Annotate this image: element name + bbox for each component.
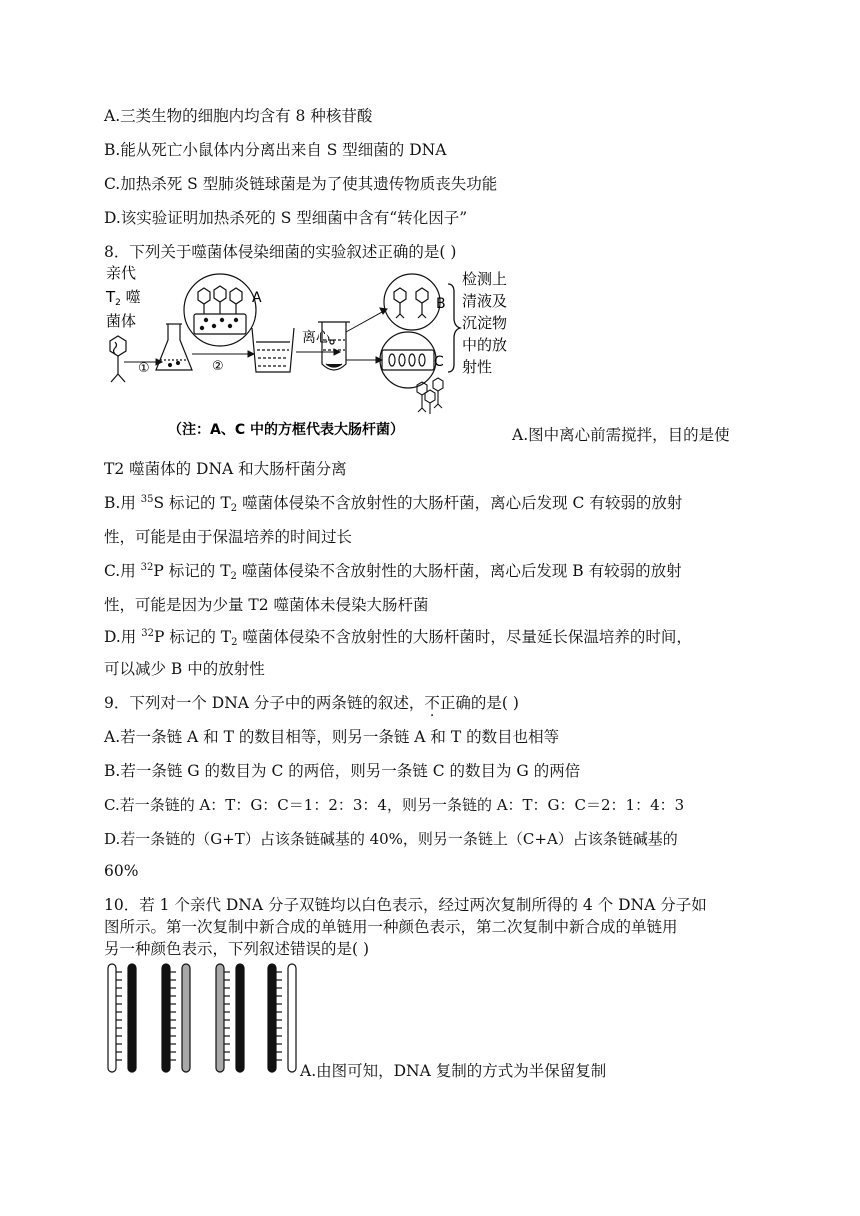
dna-molecule-3	[216, 964, 244, 1072]
q7-option-b: B.能从死亡小鼠体内分离出来自 S 型细菌的 DNA	[104, 141, 447, 159]
label-parent-3: 菌体	[106, 312, 137, 330]
arrow-to-b-icon	[346, 308, 387, 332]
detect-line-1: 检测上	[462, 270, 508, 288]
arrow-2-icon	[192, 351, 254, 357]
q8-option-c-line-2: 性，可能是因为少量 T2 噬菌体未侵染大肠杆菌	[104, 596, 429, 614]
q9-option-d-line-2: 60%	[104, 862, 139, 880]
flask-icon	[156, 324, 192, 370]
q7-option-d: D.该实验证明加热杀死的 S 型细菌中含有“转化因子”	[104, 209, 468, 227]
q10-stem-line-3: 另一种颜色表示，下列叙述错误的是( )	[104, 940, 370, 958]
q9-stem: 9．下列对一个 DNA 分子中的两条链的叙述，不正确的是( )	[104, 694, 519, 712]
arrow-to-c-icon	[346, 357, 382, 363]
q7-option-c: C.加热杀死 S 型肺炎链球菌是为了使其遗传物质丧失功能	[104, 175, 498, 193]
progeny-phage-icon	[417, 378, 443, 414]
q8-option-b-line-2: 性，可能是由于保温培养的时间过长	[104, 528, 353, 546]
q9-option-c: C.若一条链的 A：T：G：C＝1：2：3：4，则另一条链的 A：T：G：C＝2：1：4：3	[104, 796, 685, 814]
beaker-icon	[252, 328, 294, 372]
phage-experiment-figure	[100, 262, 510, 442]
q8-option-b-line-1: B.用 $^{35}$S 标记的 $T_2$ 噬菌体侵染不含放射性的大肠杆菌，离心后发现 C 有较弱的放射	[104, 494, 683, 514]
q8-option-a-line-2: T2 噬菌体的 DNA 和大肠杆菌分离	[104, 460, 347, 478]
q8-option-a-line-1: A.图中离心前需搅拌，目的是使	[512, 426, 730, 444]
detect-line-5: 射性	[462, 358, 493, 376]
label-c: C	[434, 354, 444, 370]
detect-line-4: 中的放	[462, 336, 508, 354]
emphasis-dot: 不	[424, 694, 440, 712]
q9-option-a: A.若一条链 A 和 T 的数目相等，则另一条链 A 和 T 的数目也相等	[104, 728, 560, 746]
detect-line-3: 沉淀物	[462, 314, 508, 332]
q8-option-c-line-1: C.用 $^{32}$P 标记的 $T_2$ 噬菌体侵染不含放射性的大肠杆菌，离心后发现 B 有较弱的放射	[104, 562, 682, 582]
label-parent-1: 亲代	[106, 264, 137, 282]
q10-stem-line-1: 10．若 1 个亲代 DNA 分子双链均以白色表示，经过两次复制所得的 4 个 DNA 分子如	[104, 896, 707, 914]
detect-line-2: 清液及	[462, 292, 508, 310]
precipitate-detail-icon	[380, 332, 436, 388]
parent-phage-icon	[110, 336, 126, 382]
q8-stem: 8．下列关于噬菌体侵染细菌的实验叙述正确的是( )	[104, 243, 457, 261]
step-1-label: ①	[138, 361, 150, 376]
dna-molecule-4	[268, 964, 296, 1072]
q9-option-d-line-1: D.若一条链的（G+T）占该条链碱基的 40%，则另一条链上（C+A）占该条链碱基的	[104, 830, 678, 848]
q8-option-d-line-2: 可以减少 B 中的放射性	[104, 660, 265, 678]
q8-option-d-line-1: D.用 $^{32}$P 标记的 $T_2$ 噬菌体侵染不含放射性的大肠杆菌时，尽量延长保温培养的时间，	[104, 628, 692, 648]
dna-molecule-2	[162, 964, 190, 1072]
brace-icon	[448, 284, 460, 372]
label-parent-2: $T_2$ 噬	[106, 288, 141, 308]
q9-option-b: B.若一条链 G 的数目为 C 的两倍，则另一条链 C 的数目为 G 的两倍	[104, 762, 581, 780]
q7-option-a: A.三类生物的细胞内均含有 8 种核苷酸	[104, 107, 373, 125]
q10-stem-line-2: 图所示。第一次复制中新合成的单链用一种颜色表示，第二次复制中新合成的单链用	[104, 918, 678, 936]
label-centrifuge: 离心	[302, 330, 330, 346]
q10-option-a: A.由图可知，DNA 复制的方式为半保留复制	[300, 1062, 607, 1080]
dna-molecule-1	[108, 964, 136, 1072]
figure-note: （注：A、C 中的方框代表大肠杆菌）	[168, 422, 404, 438]
step-2-label: ②	[212, 359, 224, 374]
infection-detail-icon	[184, 274, 256, 346]
label-a: A	[252, 290, 262, 306]
label-b: B	[436, 296, 446, 312]
supernatant-detail-icon	[384, 274, 440, 330]
dna-replication-figure	[102, 962, 302, 1076]
